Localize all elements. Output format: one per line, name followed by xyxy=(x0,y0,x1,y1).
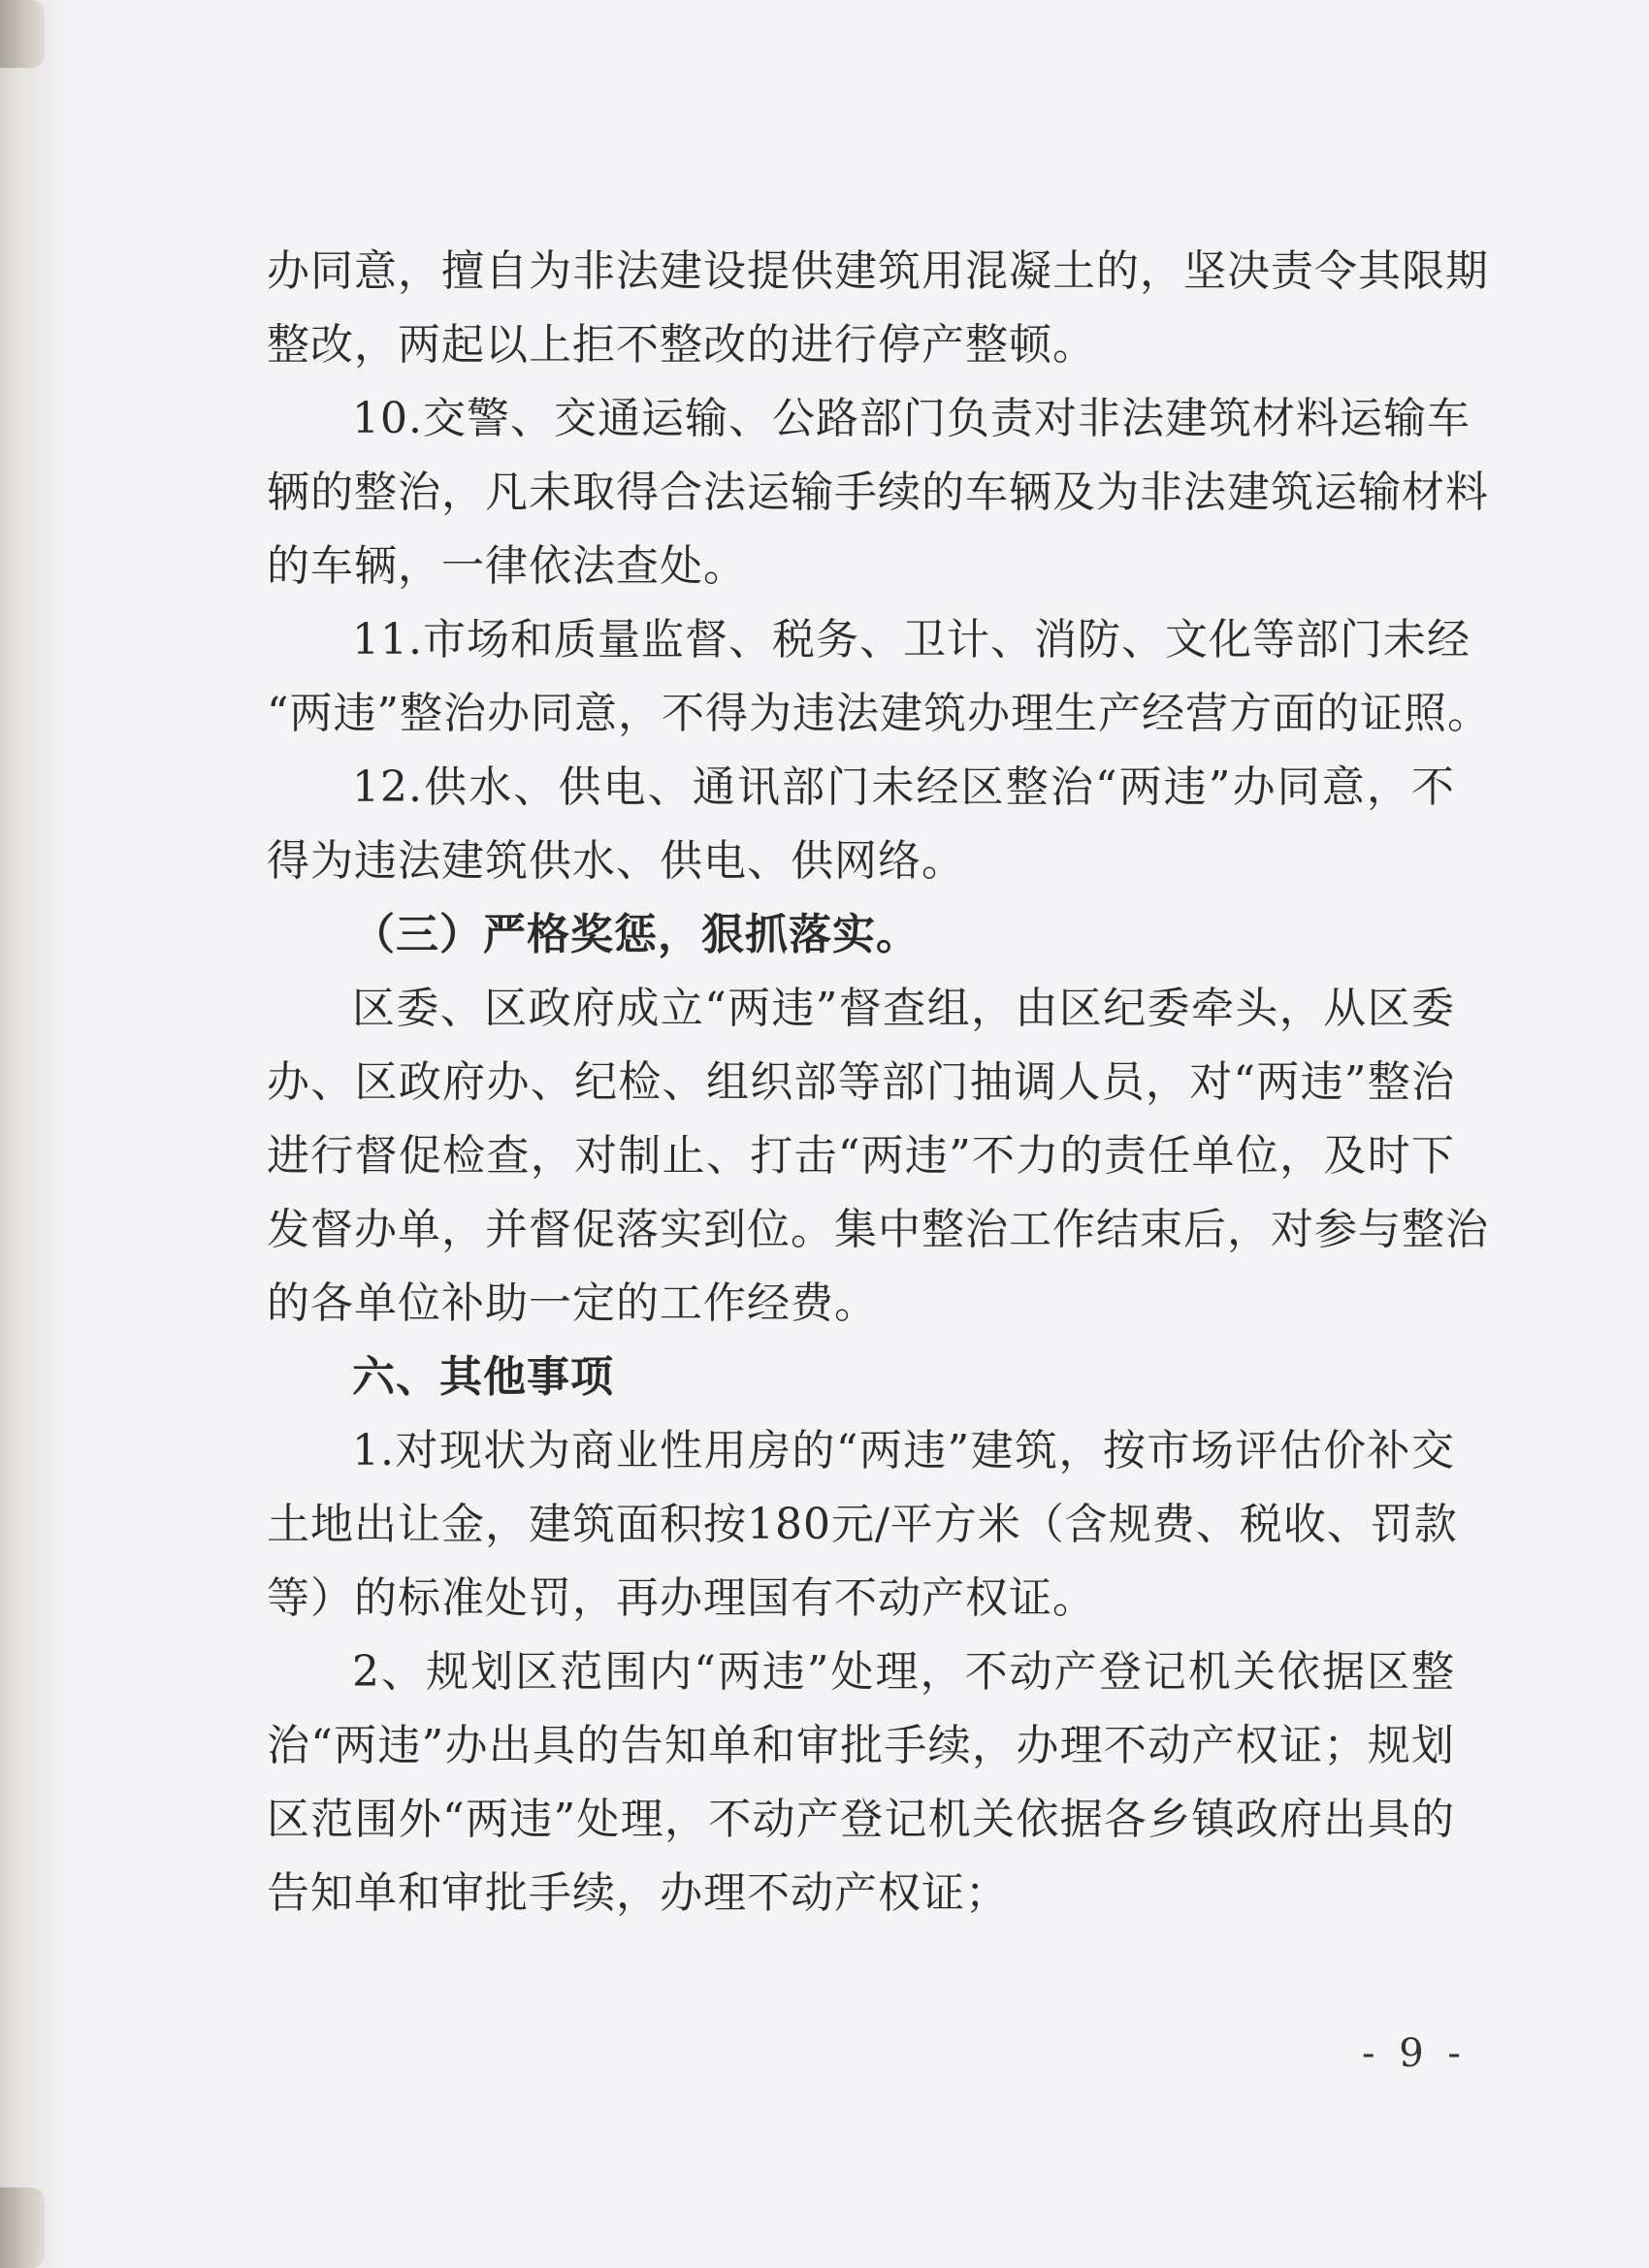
section-heading-6: 六、其他事项 xyxy=(352,1352,614,1402)
text-line: 办、区政府办、纪检、组织部等部门抽调人员，对“两违”整治 xyxy=(267,1057,1455,1107)
text-line: 进行督促检查，对制止、打击“两违”不力的责任单位，及时下 xyxy=(267,1131,1455,1181)
text-line: 整改，两起以上拒不整改的进行停产整顿。 xyxy=(267,320,1096,370)
list-item-12: 12.供水、供电、通讯部门未经区整治“两违”办同意，不 xyxy=(352,762,1455,812)
text-line: 发督办单，并督促落实到位。集中整治工作结束后，对参与整治 xyxy=(267,1205,1489,1254)
paragraph-line: 区委、区政府成立“两违”督查组，由区纪委牵头，从区委 xyxy=(352,984,1455,1033)
list-item-1: 1.对现状为商业性用房的“两违”建筑，按市场评估价补交 xyxy=(352,1426,1455,1475)
text-line: 的车辆，一律依法查处。 xyxy=(267,541,747,591)
text-line: 等）的标准处罚，再办理国有不动产权证。 xyxy=(267,1573,1096,1623)
list-item-11: 11.市场和质量监督、税务、卫计、消防、文化等部门未经 xyxy=(352,615,1471,664)
text-line: 告知单和审批手续，办理不动产权证； xyxy=(267,1868,1009,1918)
list-item-2: 2、规划区范围内“两违”处理，不动产登记机关依据区整 xyxy=(352,1647,1455,1697)
text-line: 得为违法建筑供水、供电、供网络。 xyxy=(267,836,965,886)
text-line: 辆的整治，凡未取得合法运输手续的车辆及为非法建筑运输材料 xyxy=(267,468,1489,517)
text-line: 的各单位补助一定的工作经费。 xyxy=(267,1279,878,1328)
text-line: 治“两违”办出具的告知单和审批手续，办理不动产权证；规划 xyxy=(267,1721,1455,1770)
text-line: 办同意，擅自为非法建设提供建筑用混凝土的，坚决责令其限期 xyxy=(267,246,1489,296)
section-heading-3: （三）严格奖惩，狠抓落实。 xyxy=(352,910,920,959)
list-item-10: 10.交警、交通运输、公路部门负责对非法建筑材料运输车 xyxy=(352,394,1471,443)
page-number: - 9 - xyxy=(1362,2031,1467,2076)
text-line: 区范围外“两违”处理，不动产登记机关依据各乡镇政府出具的 xyxy=(267,1795,1455,1844)
text-line: 土地出让金，建筑面积按180元/平方米（含规费、税收、罚款 xyxy=(267,1500,1458,1549)
text-line: “两违”整治办同意，不得为违法建筑办理生产经营方面的证照。 xyxy=(267,689,1491,738)
